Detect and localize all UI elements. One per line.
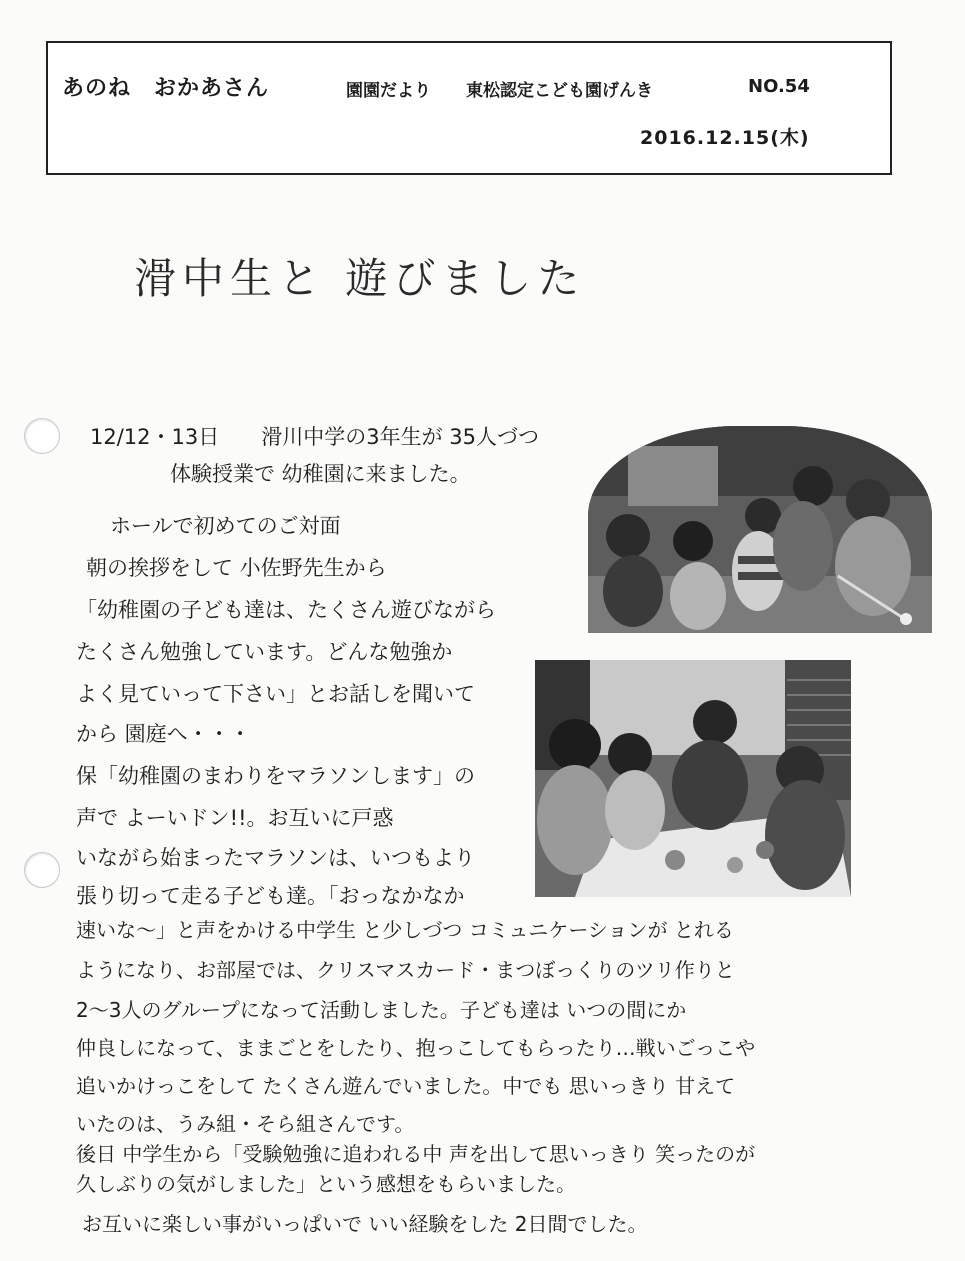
body-line-11: いながら始まったマラソンは、いつもより — [76, 846, 475, 870]
body-line-5: 「幼稚園の子ども達は、たくさん遊びながら — [76, 598, 496, 622]
body-line-4: 朝の挨拶をして 小佐野先生から — [86, 556, 387, 580]
newsletter-title: あのね おかあさん — [62, 76, 270, 101]
body-line-1: 12/12・13日 滑川中学の3年生が 35人づつ — [90, 425, 539, 449]
issue-number: NO.54 — [748, 76, 810, 97]
body-line-3: ホールで初めてのご対面 — [110, 514, 341, 538]
body-line-2: 体験授業で 幼稚園に来ました。 — [170, 462, 471, 486]
body-line-6: たくさん勉強しています。どんな勉強か — [76, 640, 453, 664]
photo-sandbox-play — [588, 426, 932, 633]
body-line-10: 声で よーいドン!!。お互いに戸惑 — [76, 806, 394, 830]
body-line-19: 後日 中学生から「受験勉強に追われる中 声を出して思いっきり 笑ったのが — [76, 1142, 756, 1166]
body-line-8: から 園庭へ・・・ — [76, 722, 251, 746]
body-line-13: 速いな～」と声をかける中学生 と少しづつ コミュニケーションが とれる — [76, 918, 734, 942]
photo-craft-table — [535, 660, 851, 897]
punch-hole-bottom — [24, 852, 60, 888]
body-line-12: 張り切って走る子ども達。「おっなかなか — [76, 884, 465, 908]
body-line-15: 2～3人のグループになって活動しました。子ども達は いつの間にか — [76, 998, 687, 1022]
issue-date: 2016.12.15(木) — [640, 127, 810, 149]
kindergarten-name: 東松認定こども園げんき — [466, 81, 653, 101]
newsletter-subtitle: 園園だより — [346, 81, 431, 101]
body-line-18: いたのは、うみ組・そら組さんです。 — [76, 1112, 415, 1136]
body-line-20: 久しぶりの気がしました」という感想をもらいました。 — [76, 1172, 576, 1196]
body-line-17: 追いかけっこをして たくさん遊んでいました。中でも 思いっきり 甘えて — [76, 1074, 736, 1098]
article-headline: 滑中生と 遊びました — [134, 254, 586, 303]
body-line-16: 仲良しになって、ままごとをしたり、抱っこしてもらったり…戦いごっこや — [76, 1036, 756, 1060]
body-line-21: お互いに楽しい事がいっぱいで いい経験をした 2日間でした。 — [82, 1212, 648, 1236]
newsletter-header — [46, 41, 892, 175]
body-line-9: 保「幼稚園のまわりをマラソンします」の — [76, 764, 475, 788]
body-line-14: ようになり、お部屋では、クリスマスカード・まつぼっくりのツリ作りと — [76, 958, 735, 982]
body-line-7: よく見ていって下さい」とお話しを聞いて — [76, 682, 475, 706]
punch-hole-top — [24, 418, 60, 454]
